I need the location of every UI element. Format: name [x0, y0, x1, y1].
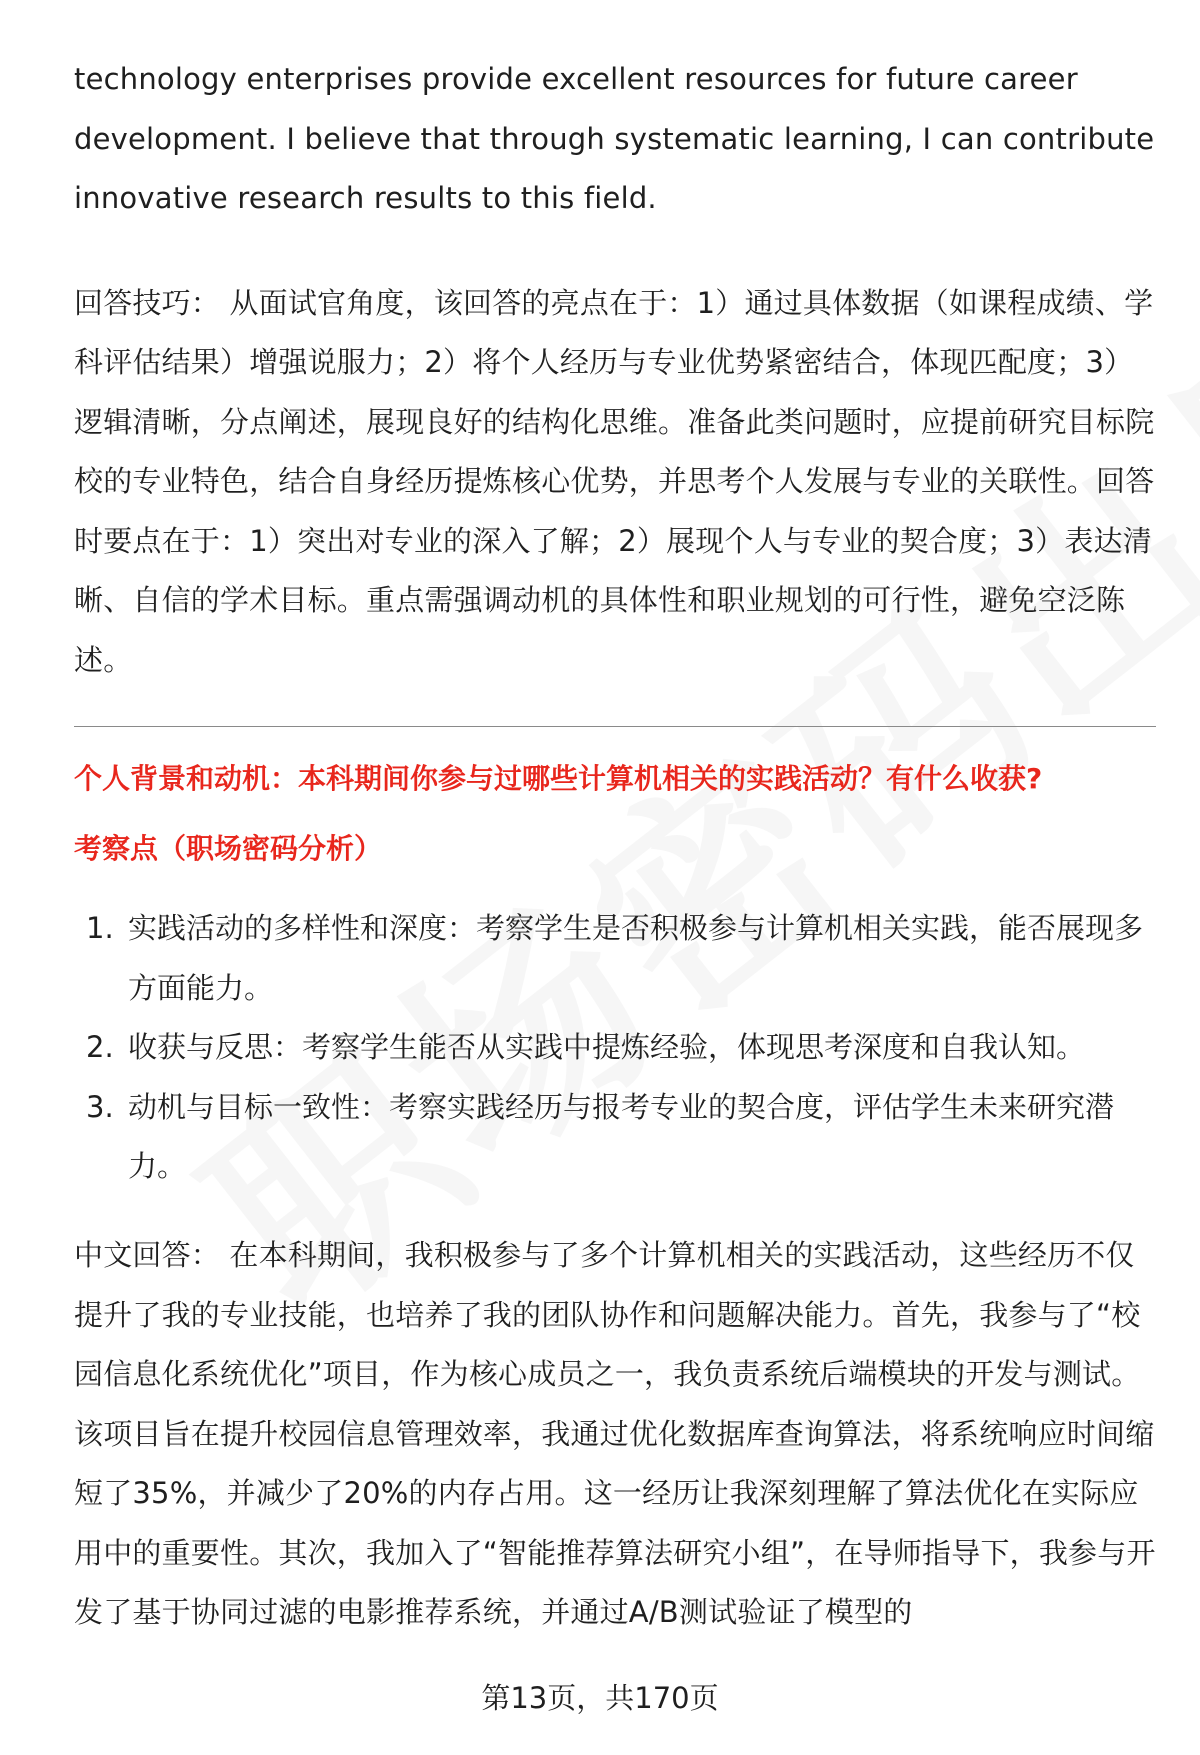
question-heading: 个人背景和动机：本科期间你参与过哪些计算机相关的实践活动？有什么收获? [74, 762, 1043, 795]
intro-english-paragraph: technology enterprises provide excellent resources for future career development. I believe that through systematic learning, I can contribute innovative research results to this field. [74, 62, 1155, 215]
list-item-number: 1. [86, 911, 114, 945]
list-item-text: 收获与反思：考察学生能否从实践中提炼经验，体现思考深度和自我认知。 [128, 1030, 1086, 1064]
chinese-answer-paragraph: 中文回答： 在本科期间，我积极参与了多个计算机相关的实践活动，这些经历不仅提升了我的专业技能，也培养了我的团队协作和问题解决能力。首先，我参与了“校园信息化系统优化”项目，作为核心成员之一，我负责系统后端模块的开发与测试。该项目旨在提升校园信息管理效率，我通过优化数据库查询算法，将系统响应时间缩短了35%，并减少了20%的内存占用。这一经历让我深刻理解了算法优化在实际应用中的重要性。其次，我加入了“智能推荐算法研究小组”，在导师指导下，我参与开发了基于协同过滤的电影推荐系统，并通过A/B测试验证了模型的 [74, 1238, 1156, 1629]
document-body [74, 0, 1156, 690]
list-item-number: 3. [86, 1089, 114, 1124]
list-item [74, 1078, 1156, 1197]
list-item-text: 实践活动的多样性和深度：考察学生是否积极参与计算机相关实践，能否展现多方面能力。 [128, 911, 1144, 1005]
answer-tips-paragraph: 回答技巧： 从面试官角度，该回答的亮点在于：1）通过具体数据（如课程成绩、学科评估结果）增强说服力；2）将个人经历与专业优势紧密结合，体现匹配度；3）逻辑清晰，分点阐述，展现良好的结构化思维。准备此类问题时，应提前研究目标院校的专业特色，结合自身经历提炼核心优势，并思考个人发展与专业的关联性。回答时要点在于：1）突出对专业的深入了解；2）展现个人与专业的契合度；3）表达清晰、自信的学术目标。重点需强调动机的具体性和职业规划的可行性，避免空泛陈述。 [74, 285, 1155, 677]
page-footer: 第13页，共170页 [481, 1681, 719, 1715]
assessment-points-heading: 考察点（职场密码分析） [74, 832, 383, 865]
assessment-points-list [74, 899, 1156, 1197]
chinese-answer-section [74, 1226, 1156, 1643]
list-item [74, 899, 1156, 1018]
list-item-number: 2. [86, 1030, 114, 1064]
list-item-text: 动机与目标一致性：考察实践经历与报考专业的契合度，评估学生未来研究潜力。 [128, 1089, 1115, 1183]
list-item [74, 1018, 1156, 1078]
section-divider [74, 726, 1156, 727]
